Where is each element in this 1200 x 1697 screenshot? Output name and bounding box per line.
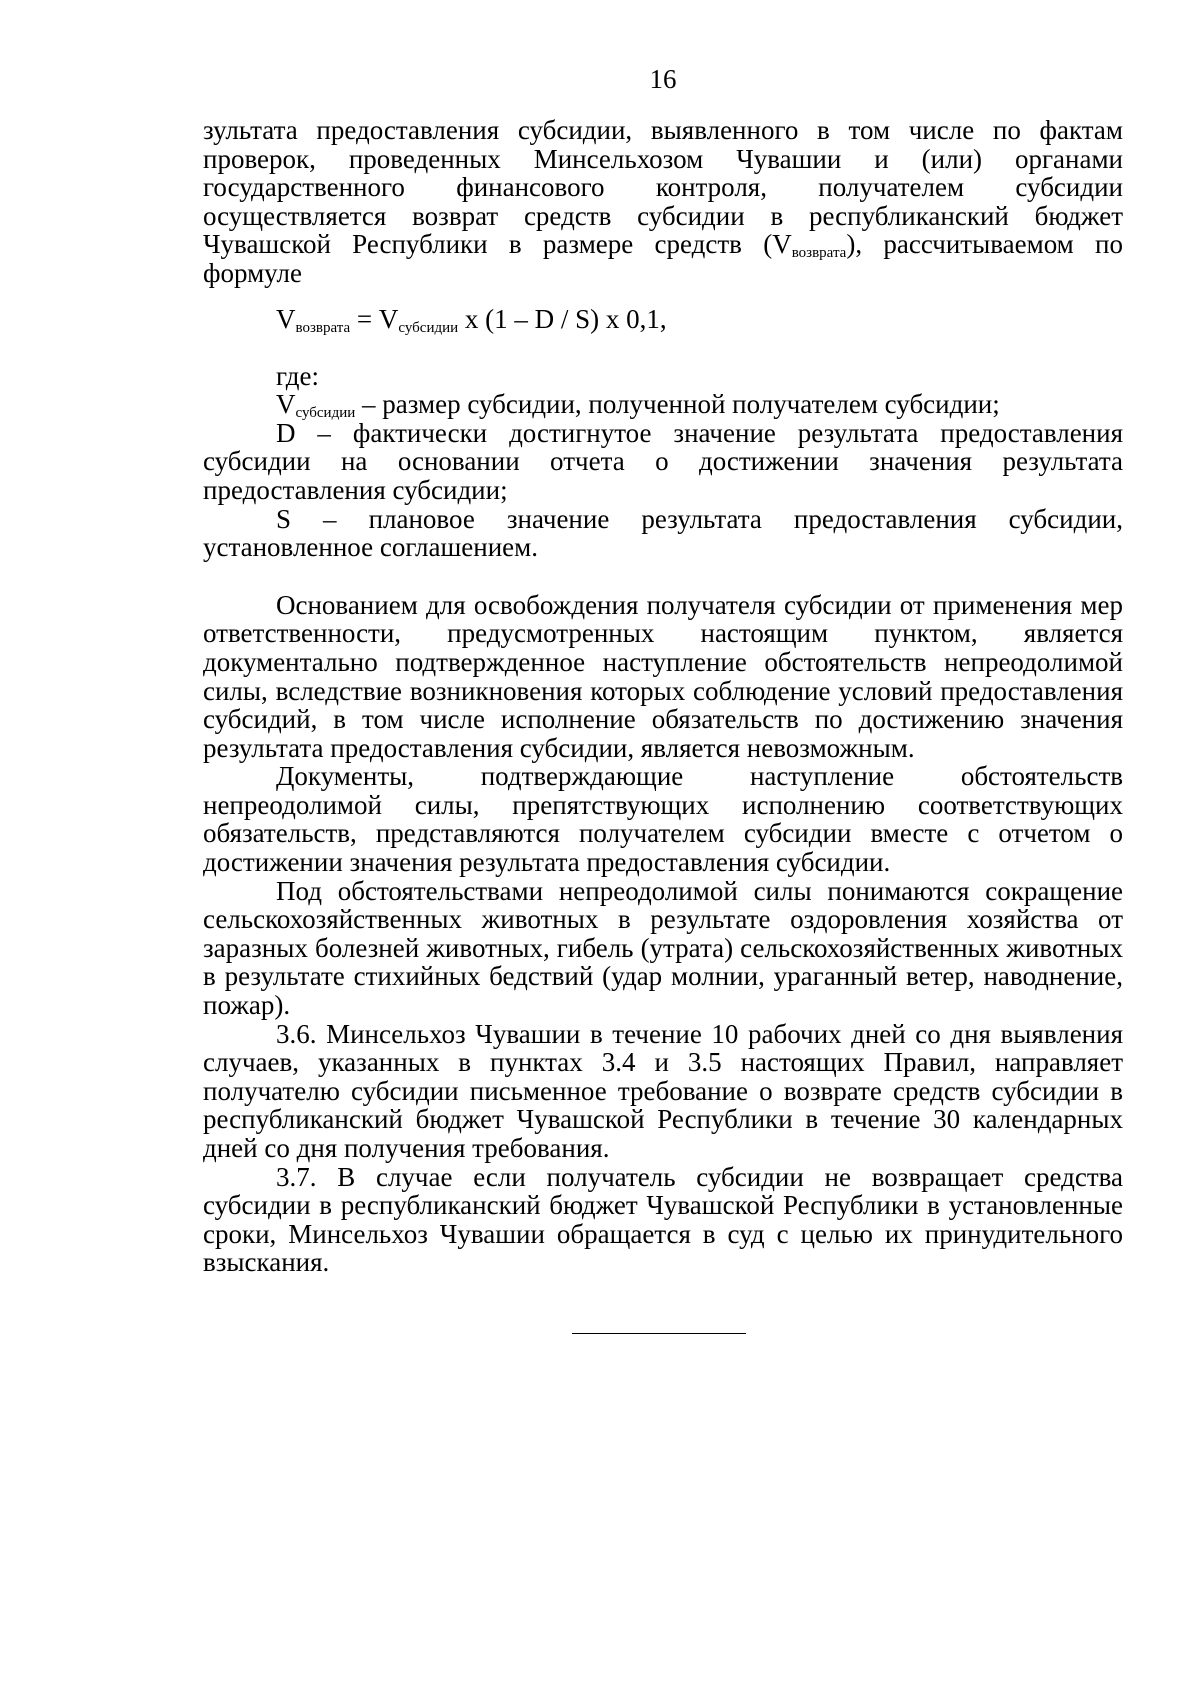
definition-text: – размер субсидии, полученной получателем субсидии; bbox=[355, 389, 1000, 420]
formula bbox=[203, 304, 1123, 334]
intro-tail: ), рассчитываемом по формуле bbox=[203, 229, 1123, 288]
definition-variable-subscript: субсидии bbox=[295, 405, 356, 422]
paragraph-3-7: 3.7. В случае если получатель субсидии не возвращает средства субсидии в республиканский бюджет Чувашской Республики в установленные сроки, Минсельхоз Чувашии обращается в суд с целью их принудительного взыскания. bbox=[203, 1161, 1123, 1278]
definition-d: D – фактически достигнутое значение результата предоставления субсидии на основании отчета о достижении значения результата предоставления субсидии; bbox=[203, 417, 1123, 505]
formula-rhs: V bbox=[378, 303, 399, 334]
intro-variable-subscript: возврата bbox=[791, 245, 847, 262]
end-of-document-rule bbox=[572, 1333, 746, 1334]
intro-paragraph bbox=[203, 116, 1123, 288]
paragraph-force-majeure-basis: Основанием для освобождения получателя субсидии от применения мер ответственности, предусмотренных настоящим пунктом, является документально подтвержденное наступление обстоятельств непреодолимой силы, вследствие возникновения которых соблюдение условий предоставления субсидий, в том числе исполнение обязательств по достижению значения результата предоставления субсидии, является невозможным. bbox=[203, 589, 1123, 763]
formula-rhs-subscript: субсидии bbox=[398, 319, 459, 336]
paragraph-3-6: 3.6. Минсельхоз Чувашии в течение 10 рабочих дней со дня выявления случаев, указанных в пунктах 3.4 и 3.5 настоящих Правил, направляет получателю субсидии письменное требование о возврате средств субсидии в республиканский бюджет Чувашской Республики в течение 30 календарных дней со дня получения требования. bbox=[203, 1018, 1123, 1163]
formula-rest: х (1 – D / S) х 0,1, bbox=[458, 303, 667, 334]
formula-lhs: V bbox=[276, 303, 296, 334]
definition-s: S – плановое значение результата предоставления субсидии, установленное соглашением. bbox=[203, 503, 1123, 563]
paragraph-force-majeure-definition: Под обстоятельствами непреодолимой силы понимаются сокращение сельскохозяйственных животных в результате оздоровления хозяйства от заразных болезней животных, гибель (утрата) сельскохозяйственных животных в результате стихийных бедствий (удар молнии, ураганный ветер, наводнение, пожар). bbox=[203, 875, 1123, 1021]
formula-lhs-subscript: возврата bbox=[295, 319, 351, 336]
where-label: где: bbox=[276, 360, 319, 391]
paragraph-documents: Документы, подтверждающие наступление обстоятельств непреодолимой силы, препятствующих исполнению соответствующих обязательств, представляются получателем субсидии вместе с отчетом о достижении значения результата предоставления субсидии. bbox=[203, 761, 1123, 878]
intro-text: зультата предоставления субсидии, выявленного в том числе по фактам проверок, проведенных Минсельхозом Чувашии и (или) органами государственного финансового контроля, получателем субсидии осуществляется возврат средств субсидии в республиканский бюджет Чувашской Республики в размере средств ( bbox=[203, 115, 1123, 260]
definition-v-subsidy bbox=[203, 389, 1123, 422]
document-page bbox=[203, 64, 1123, 1334]
intro-variable: V bbox=[772, 229, 792, 260]
paragraph-gap bbox=[203, 562, 1123, 591]
definition-variable: V bbox=[276, 389, 296, 420]
formula-equals: = bbox=[350, 303, 379, 334]
page-number: 16 bbox=[649, 64, 677, 94]
